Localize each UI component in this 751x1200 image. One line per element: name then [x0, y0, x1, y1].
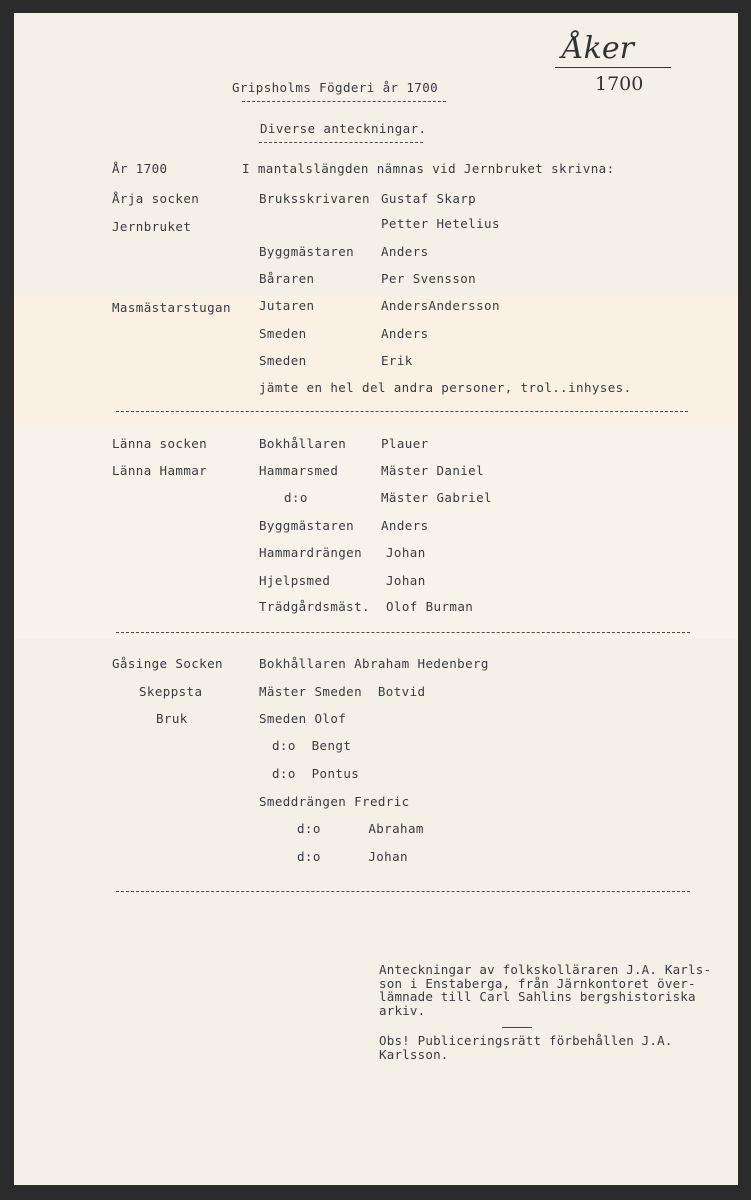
- section1-title-5: Smeden: [259, 326, 307, 341]
- section1-title-4: Jutaren: [259, 298, 315, 313]
- section2-name-2: Mäster Gabriel: [381, 490, 492, 505]
- note-obs: Obs! Publiceringsrätt förbehållen J.A. Karlsson.: [379, 1033, 673, 1062]
- paper-overlap-band-2: [14, 424, 738, 639]
- section1-footer: jämte en hel del andra personer, trol..inhyses.: [259, 380, 632, 395]
- note-rule: [502, 1027, 532, 1028]
- section2-divider: [116, 632, 690, 633]
- section2-name-6: Olof Burman: [386, 599, 474, 614]
- section3-row-1: Mäster Smeden Botvid: [259, 684, 426, 699]
- section2-title-3: Byggmästaren: [259, 518, 355, 533]
- section3-left-1: Skeppsta: [139, 684, 203, 699]
- section3-row-0: Bokhållaren Abraham Hedenberg: [259, 656, 489, 671]
- section1-intro: I mantalslängden nämnas vid Jernbruket skrivna:: [242, 161, 615, 176]
- section1-left-2: Jernbruket: [112, 219, 192, 234]
- corner-label: Åker: [562, 31, 634, 66]
- section3-row-7: d:o Johan: [297, 849, 408, 864]
- section2-name-5: Johan: [386, 573, 426, 588]
- subtitle-underline: [259, 142, 423, 143]
- page-title: Gripsholms Fögderi år 1700: [232, 80, 439, 95]
- section3-row-2: Smeden Olof: [259, 711, 347, 726]
- note-text: Anteckningar av folkskolläraren J.A. Karls- son i Enstaberga, från Järnkontoret över- lämnade till Carl Sahlins bergshistoriska arkiv.: [379, 962, 712, 1018]
- section1-name-2: Anders: [381, 244, 429, 259]
- section1-name-3: Per Svensson: [381, 271, 477, 286]
- section3-left-2: Bruk: [156, 711, 188, 726]
- page-subtitle: Diverse anteckningar.: [260, 121, 427, 136]
- section2-title-5: Hjelpsmed: [259, 573, 331, 588]
- section2-title-6: Trädgårdsmäst.: [259, 599, 370, 614]
- section2-title-1: Hammarsmed: [259, 463, 339, 478]
- section3-row-4: d:o Pontus: [272, 766, 360, 781]
- section1-title-2: Byggmästaren: [259, 244, 355, 259]
- section3-left-0: Gåsinge Socken: [112, 656, 223, 671]
- section1-name-6: Erik: [381, 353, 413, 368]
- section1-left-1: Årja socken: [112, 191, 200, 206]
- section1-title-3: Båraren: [259, 271, 315, 286]
- section2-name-3: Anders: [381, 518, 429, 533]
- section2-title-2: d:o: [284, 490, 308, 505]
- section3-divider: [116, 891, 690, 892]
- corner-rule: [555, 67, 671, 68]
- section2-title-4: Hammardrängen: [259, 545, 363, 560]
- section1-left-0: År 1700: [112, 161, 168, 176]
- section2-name-1: Mäster Daniel: [381, 463, 485, 478]
- section2-name-0: Plauer: [381, 436, 429, 451]
- section1-title-0: Bruksskrivaren: [259, 191, 370, 206]
- section3-row-5: Smeddrängen Fredric: [259, 794, 410, 809]
- section1-name-4: AndersAndersson: [381, 298, 500, 313]
- section1-name-5: Anders: [381, 326, 429, 341]
- section1-name-1: Petter Hetelius: [381, 216, 500, 231]
- section3-row-3: d:o Bengt: [272, 738, 352, 753]
- document-page: [14, 13, 738, 1185]
- section2-left-1: Länna Hammar: [112, 463, 208, 478]
- paper-overlap-band: [14, 296, 738, 424]
- corner-year: 1700: [595, 73, 644, 95]
- title-underline: [242, 101, 446, 102]
- section2-name-4: Johan: [386, 545, 426, 560]
- section2-left-0: Länna socken: [112, 436, 208, 451]
- section1-name-0: Gustaf Skarp: [381, 191, 477, 206]
- section3-row-6: d:o Abraham: [297, 821, 424, 836]
- section1-divider: [116, 411, 688, 412]
- section2-title-0: Bokhållaren: [259, 436, 347, 451]
- section1-masm: Masmästarstugan: [112, 300, 231, 315]
- section1-title-6: Smeden: [259, 353, 307, 368]
